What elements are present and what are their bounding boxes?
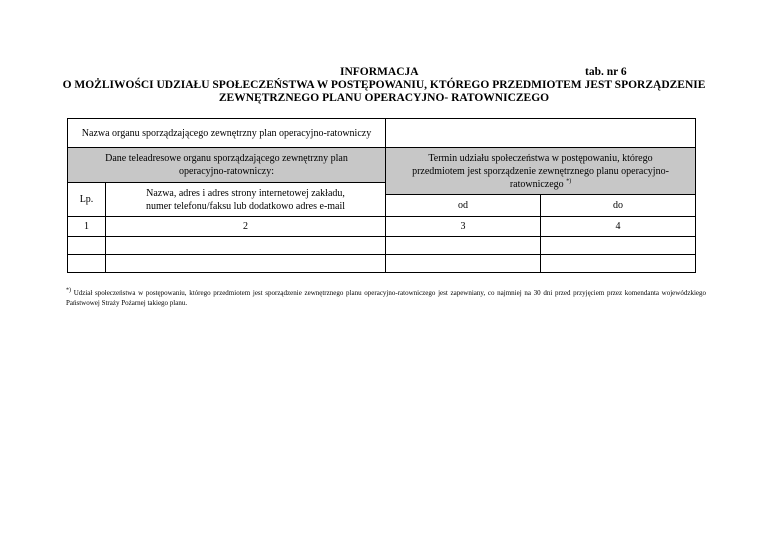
table-cell bbox=[106, 255, 386, 273]
table-cell bbox=[386, 237, 541, 255]
table-cell bbox=[68, 255, 106, 273]
lp-label: Lp. bbox=[68, 183, 106, 217]
numbering-row bbox=[68, 217, 696, 237]
table-cell bbox=[541, 255, 696, 273]
term-from-label: od bbox=[386, 195, 541, 217]
information-table bbox=[67, 118, 696, 273]
col-number-2: 2 bbox=[106, 217, 386, 237]
term-header bbox=[386, 148, 696, 195]
table-cell bbox=[68, 237, 106, 255]
table-row bbox=[68, 255, 696, 273]
contact-data-header: Dane teleadresowe organu sporządzającego zewnętrzny plan operacyjno-ratowniczy: bbox=[68, 148, 386, 183]
col-number-3: 3 bbox=[386, 217, 541, 237]
organ-name-value bbox=[386, 119, 696, 148]
footnote bbox=[66, 288, 706, 308]
col-number-4: 4 bbox=[541, 217, 696, 237]
col-number-1: 1 bbox=[68, 217, 106, 237]
document-header bbox=[0, 66, 768, 105]
footnote-mark: *) bbox=[66, 287, 71, 294]
term-footnote-mark: *) bbox=[566, 178, 572, 185]
table-cell bbox=[106, 237, 386, 255]
table-cell bbox=[541, 237, 696, 255]
document-subtitle-line2: ZEWNĘTRZNEGO PLANU OPERACYJNO- RATOWNICZEGO bbox=[218, 92, 550, 104]
organ-name-label: Nazwa organu sporządzającego zewnętrzny plan operacyjno-ratowniczy bbox=[68, 119, 386, 148]
contact-sub-header: Nazwa, adres i adres strony internetowej zakładu, numer telefonu/faksu lub dodatkowo adres e-mail bbox=[106, 183, 386, 217]
document-title: INFORMACJA bbox=[340, 66, 419, 78]
table-number: tab. nr 6 bbox=[585, 66, 627, 78]
table-row bbox=[68, 237, 696, 255]
table-cell bbox=[386, 255, 541, 273]
term-header-text: Termin udziału społeczeństwa w postępowaniu, którego przedmiotem jest sporządzenie zewnętrznego planu operacyjno-ratowniczego bbox=[412, 152, 669, 190]
term-to-label: do bbox=[541, 195, 696, 217]
document-subtitle-line1: O MOŻLIWOŚCI UDZIAŁU SPOŁECZEŃSTWA W POSTĘPOWANIU, KTÓREGO PRZEDMIOTEM JEST SPORZĄDZENIE bbox=[62, 79, 706, 91]
footnote-text: Udział społeczeństwa w postępowaniu, którego przedmiotem jest sporządzenie zewnętrznego planu operacyjno-ratowniczego jest zapewniany, co najmniej na 30 dni przed przyjęciem przez komendanta wojewódzkiego Państwowej Straży Pożarnej takiego planu. bbox=[66, 289, 707, 307]
